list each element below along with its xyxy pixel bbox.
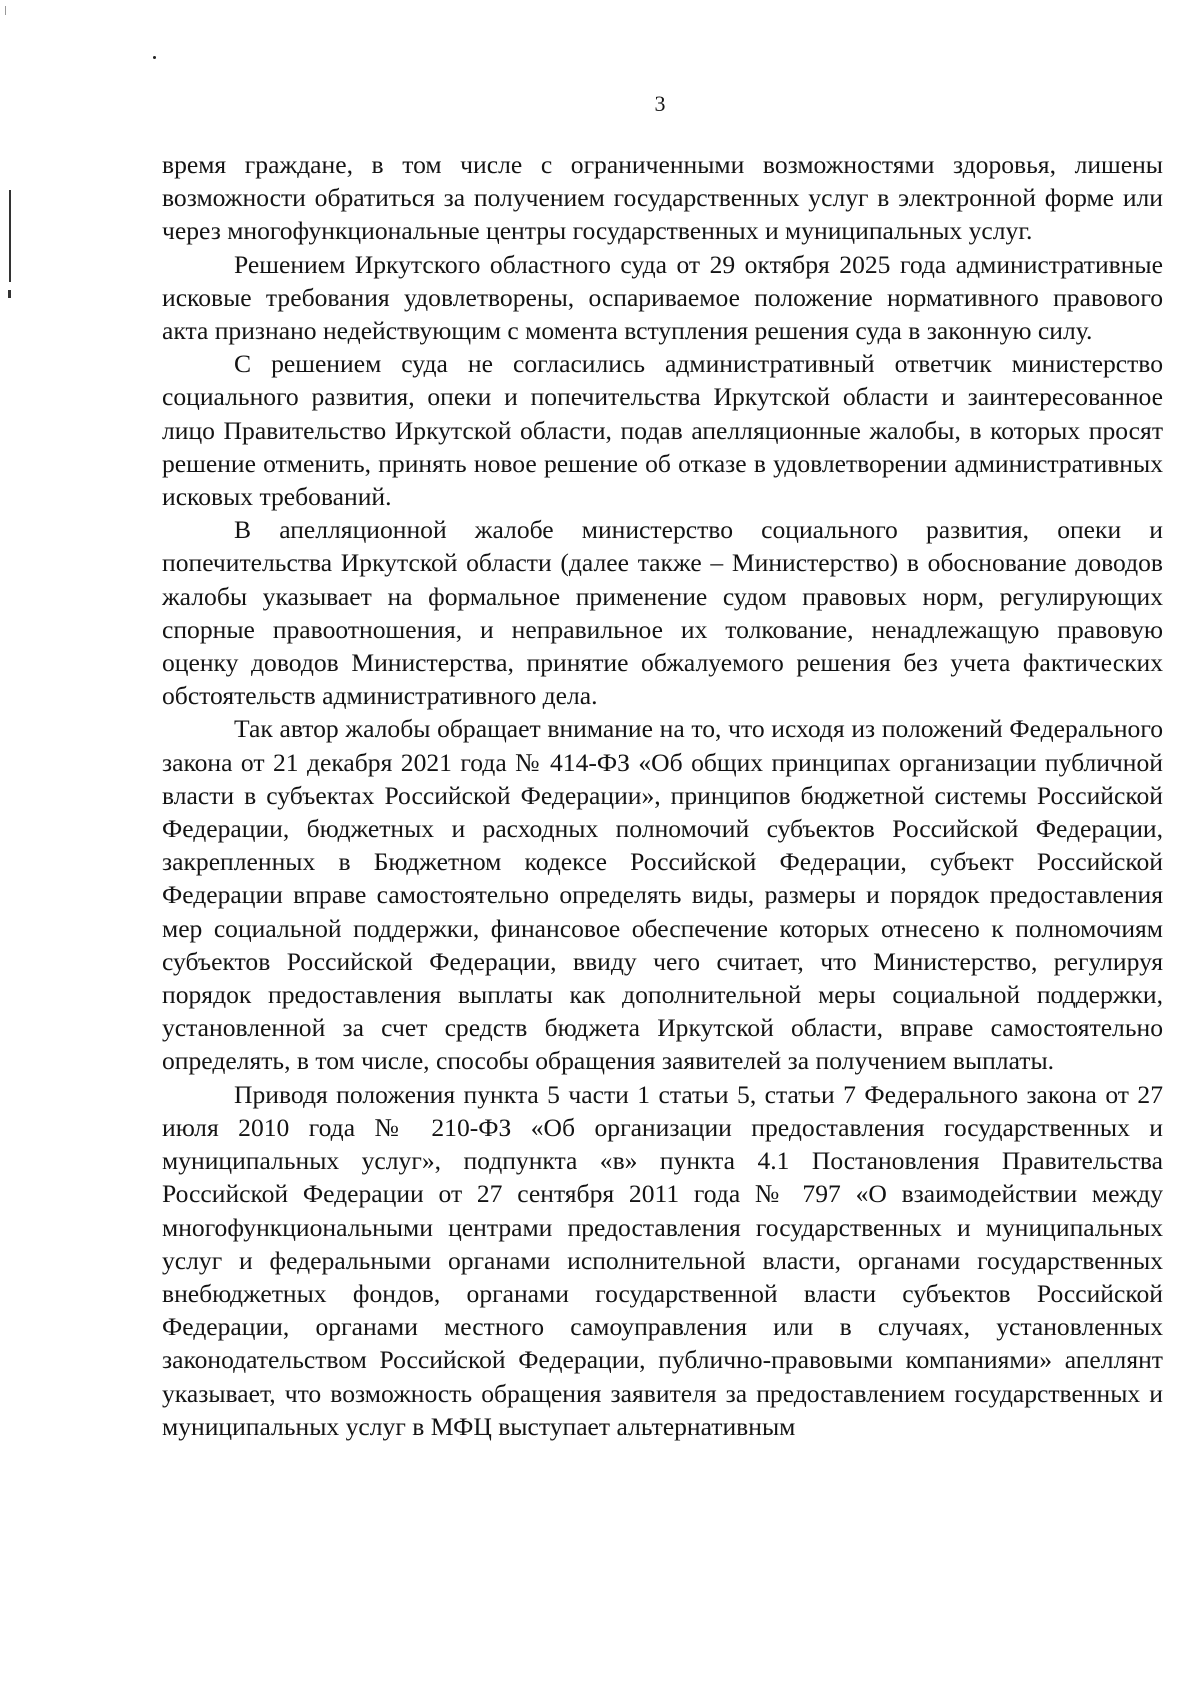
body-text (162, 148, 1163, 1443)
paragraph-6: Приводя положения пункта 5 части 1 статьи 5, статьи 7 Федерального закона от 27 июля 2010 года № 210-ФЗ «Об организации предоставления государственных и муниципальных услуг», подпункта «в» пункта 4.1 Постановления Правительства Российской Федерации от 27 сентября 2011 года № 797 «О взаимодействии между многофункциональными центрами предоставления государственных и муниципальных услуг и федеральными органами исполнительной власти, органами государственных внебюджетных фондов, органами государственной власти субъектов Российской Федерации, органами местного самоуправления или в случаях, установленных законодательством Российской Федерации, публично-правовыми компаниями» апеллянт указывает, что возможность обращения заявителя за предоставлением государственных и муниципальных услуг в МФЦ выступает альтернативным (162, 1079, 1163, 1441)
page-number: 3 (654, 91, 666, 116)
scan-mark (5, 6, 6, 15)
binding-margin-line (9, 190, 11, 282)
paragraph-1: время граждане, в том числе с ограниченными возможностями здоровья, лишены возможности обратиться за получением государственных услуг в электронной форме или через многофункциональные центры государственных и муниципальных услуг. (162, 150, 1163, 246)
paragraph-3: С решением суда не согласились административный ответчик министерство социального развития, опеки и попечительства Иркутской области и заинтересованное лицо Правительство Иркутской области, подав апелляционные жалобы, в которых просят решение отменить, принять новое решение об отказе в удовлетворении административных исковых требований. (162, 349, 1163, 512)
paragraph-2: Решением Иркутского областного суда от 29 октября 2025 года административные исковые требования удовлетворены, оспариваемое положение нормативного правового акта признано недействующим с момента вступления решения суда в законную силу. (162, 249, 1163, 346)
paragraph-5: Так автор жалобы обращает внимание на то, что исходя из положений Федерального закона от 21 декабря 2021 года № 414-ФЗ «Об общих принципах организации публичной власти в субъектах Российской Федерации», принципов бюджетной системы Российской Федерации, бюджетных и расходных полномочий субъектов Российской Федерации, закрепленных в Бюджетном кодексе Российской Федерации, субъект Российской Федерации вправе самостоятельно определять виды, размеры и порядок предоставления мер социальной поддержки, финансовое обеспечение которых отнесено к полномочиям субъектов Российской Федерации, ввиду чего считает, что Министерство, регулируя порядок предоставления выплаты как дополнительной меры социальной поддержки, установленной за счет средств бюджета Иркутской области, вправе самостоятельно определять, в том числе, способы обращения заявителей за получением выплаты. (162, 714, 1163, 1076)
scan-dot (153, 56, 156, 59)
paragraph-4: В апелляционной жалобе министерство социального развития, опеки и попечительства Иркутской области (далее также – Министерство) в обоснование доводов жалобы указывает на формальное применение судом правовых норм, регулирующих спорные правоотношения, и неправильное их толкование, ненадлежащую правовую оценку доводов Министерства, принятие обжалуемого решения без учета фактических обстоятельств административного дела. (162, 515, 1163, 711)
binding-margin-tick (8, 290, 11, 298)
